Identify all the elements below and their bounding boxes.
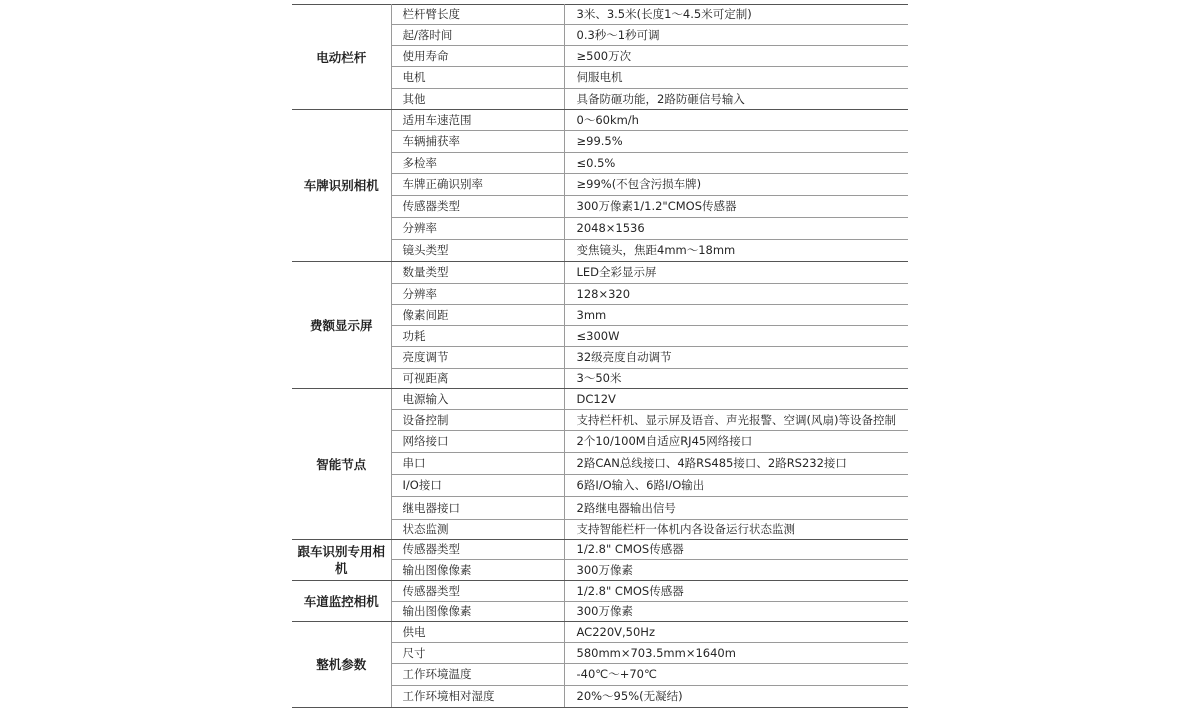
param-cell: 传感器类型 [391,540,564,560]
value-cell: 具备防砸功能，2路防砸信号输入 [564,89,908,110]
param-cell: 网络接口 [391,431,564,453]
param-cell: 功耗 [391,326,564,347]
param-cell: 传感器类型 [391,196,564,218]
category-cell: 跟车识别专用相机 [292,540,391,581]
table-row [292,581,908,602]
param-cell: 可视距离 [391,369,564,389]
table-row [292,540,908,560]
value-cell: ≤300W [564,326,908,347]
table-row [292,5,908,25]
param-cell: 电机 [391,67,564,89]
param-cell: 电源输入 [391,389,564,410]
value-cell: ≥99%(不包含污损车牌) [564,174,908,196]
value-cell: 32级亮度自动调节 [564,347,908,369]
category-cell: 车道监控相机 [292,581,391,622]
param-cell: 亮度调节 [391,347,564,369]
value-cell: 0～60km/h [564,110,908,131]
category-cell: 电动栏杆 [292,5,391,110]
table-row [292,110,908,131]
value-cell: 2048×1536 [564,218,908,240]
value-cell: 300万像素 [564,560,908,581]
param-cell: 使用寿命 [391,46,564,67]
category-cell: 智能节点 [292,389,391,540]
value-cell: 变焦镜头，焦距4mm～18mm [564,240,908,262]
value-cell: 3mm [564,305,908,326]
table-row [292,262,908,284]
value-cell: 20%～95%(无凝结) [564,686,908,708]
param-cell: 尺寸 [391,643,564,664]
value-cell: 2路继电器输出信号 [564,497,908,520]
param-cell: 继电器接口 [391,497,564,520]
param-cell: 分辨率 [391,284,564,305]
param-cell: 其他 [391,89,564,110]
category-cell: 车牌识别相机 [292,110,391,262]
param-cell: 工作环境相对湿度 [391,686,564,708]
param-cell: 分辨率 [391,218,564,240]
value-cell: 0.3秒～1秒可调 [564,25,908,46]
value-cell: -40℃～+70℃ [564,664,908,686]
param-cell: 车牌正确识别率 [391,174,564,196]
param-cell: 栏杆臂长度 [391,5,564,25]
value-cell: 1/2.8" CMOS传感器 [564,581,908,602]
value-cell: 128×320 [564,284,908,305]
param-cell: 数量类型 [391,262,564,284]
param-cell: 适用车速范围 [391,110,564,131]
value-cell: DC12V [564,389,908,410]
value-cell: 支持栏杆机、显示屏及语音、声光报警、空调(风扇)等设备控制 [564,410,908,431]
value-cell: 580mm×703.5mm×1640m [564,643,908,664]
param-cell: 镜头类型 [391,240,564,262]
value-cell: ≥500万次 [564,46,908,67]
value-cell: 3米、3.5米(长度1～4.5米可定制) [564,5,908,25]
param-cell: 传感器类型 [391,581,564,602]
spec-table [292,4,908,708]
param-cell: 车辆捕获率 [391,131,564,153]
param-cell: 设备控制 [391,410,564,431]
param-cell: I/O接口 [391,475,564,497]
table-row [292,389,908,410]
category-cell: 整机参数 [292,622,391,708]
category-cell: 费额显示屏 [292,262,391,389]
param-cell: 串口 [391,453,564,475]
param-cell: 输出图像像素 [391,602,564,622]
table-row [292,622,908,643]
value-cell: 1/2.8" CMOS传感器 [564,540,908,560]
value-cell: 300万像素 [564,602,908,622]
value-cell: 300万像素1/1.2"CMOS传感器 [564,196,908,218]
value-cell: 3～50米 [564,369,908,389]
value-cell: ≥99.5% [564,131,908,153]
value-cell: AC220V,50Hz [564,622,908,643]
param-cell: 像素间距 [391,305,564,326]
param-cell: 状态监测 [391,520,564,540]
param-cell: 输出图像像素 [391,560,564,581]
value-cell: 2个10/100M自适应RJ45网络接口 [564,431,908,453]
param-cell: 多检率 [391,153,564,174]
value-cell: 伺服电机 [564,67,908,89]
value-cell: LED全彩显示屏 [564,262,908,284]
param-cell: 工作环境温度 [391,664,564,686]
param-cell: 起/落时间 [391,25,564,46]
value-cell: ≤0.5% [564,153,908,174]
value-cell: 2路CAN总线接口、4路RS485接口、2路RS232接口 [564,453,908,475]
param-cell: 供电 [391,622,564,643]
value-cell: 支持智能栏杆一体机内各设备运行状态监测 [564,520,908,540]
value-cell: 6路I/O输入、6路I/O输出 [564,475,908,497]
spec-table-body [292,5,908,708]
